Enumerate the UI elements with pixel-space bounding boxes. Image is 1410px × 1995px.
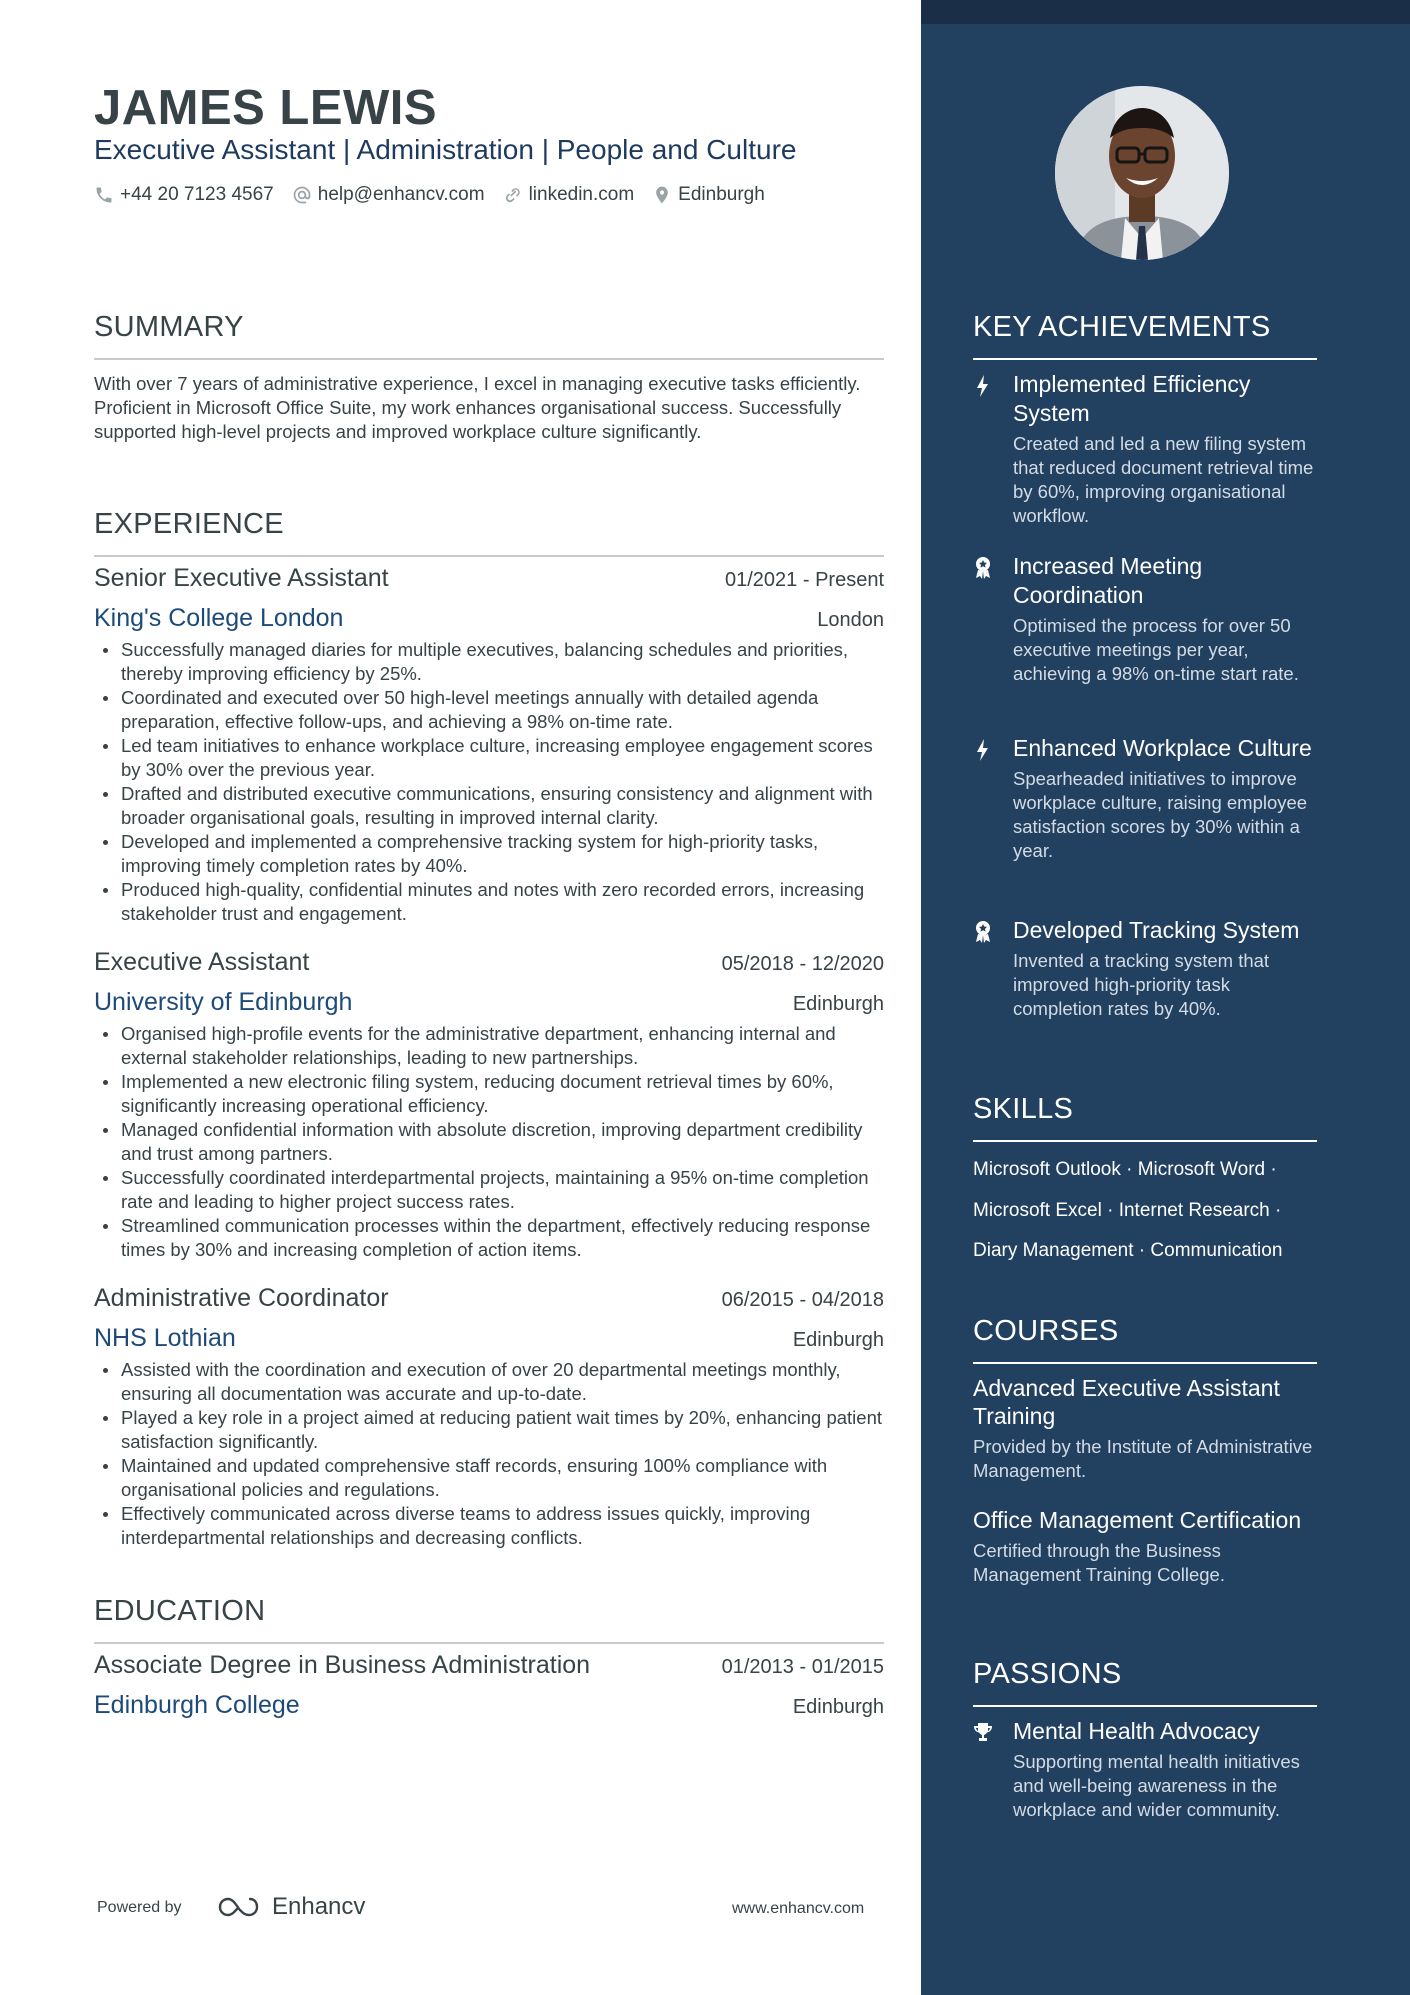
enhancv-logo[interactable]: [216, 1893, 365, 1921]
job-entry: [94, 1284, 884, 1550]
achievement-item: [973, 370, 1323, 528]
passions-divider: [973, 1705, 1317, 1707]
sidebar-top-bar: [921, 0, 1410, 24]
job-bullet: Coordinated and executed over 50 high-level meetings annually with detailed agenda preparation, effective follow-ups, and achieving a 98% on-time rate.: [94, 686, 884, 734]
at-icon: [292, 185, 312, 205]
job-role: Executive Assistant: [94, 948, 310, 976]
skills-list: [973, 1150, 1323, 1272]
candidate-name: JAMES LEWIS: [94, 81, 438, 135]
contact-linkedin[interactable]: [503, 184, 635, 206]
summary-divider: [94, 358, 884, 360]
job-location: Edinburgh: [792, 993, 884, 1015]
course-title: Office Management Certification: [973, 1507, 1302, 1533]
job-bullet: Produced high-quality, confidential minutes and notes with zero recorded errors, increasing stakeholder trust and engagement.: [94, 878, 884, 926]
skills-line: Diary Management · Communication: [973, 1240, 1283, 1261]
course-desc: Certified through the Business Management Training College.: [973, 1540, 1225, 1585]
profile-photo: [1055, 86, 1229, 260]
job-organization: University of Edinburgh: [94, 988, 353, 1016]
education-location: Edinburgh: [792, 1696, 884, 1718]
footer-url[interactable]: www.enhancv.com: [732, 1900, 865, 1917]
linkedin-text: linkedin.com: [528, 184, 635, 205]
location-text: Edinburgh: [678, 184, 765, 205]
education-degree: Associate Degree in Business Administration: [94, 1651, 591, 1679]
course-item: [973, 1506, 1323, 1587]
course-title: Advanced Executive Assistant Training: [973, 1375, 1280, 1429]
experience-heading: EXPERIENCE: [94, 508, 284, 540]
award-icon: [973, 556, 993, 580]
contact-bar: [94, 184, 783, 206]
passion-title: Mental Health Advocacy: [1013, 1718, 1260, 1744]
phone-text: +44 20 7123 4567: [120, 184, 274, 205]
job-role: Administrative Coordinator: [94, 1284, 389, 1312]
job-bullet: Successfully coordinated interdepartmental projects, maintaining a 95% on-time completion rate and leading to higher project success rates.: [94, 1166, 884, 1214]
achievement-item: [973, 552, 1323, 686]
education-heading: EDUCATION: [94, 1595, 266, 1627]
job-bullet: Drafted and distributed executive communications, ensuring consistency and alignment with broader organisational goals, resulting in improved internal clarity.: [94, 782, 884, 830]
job-bullet: Effectively communicated across diverse teams to address issues quickly, improving interdepartmental relationships and decreasing conflicts.: [94, 1502, 884, 1550]
candidate-title: Executive Assistant | Administration | People and Culture: [94, 134, 797, 165]
job-bullet: Led team initiatives to enhance workplace culture, increasing employee engagement scores by 30% over the previous year.: [94, 734, 884, 782]
education-entry: [94, 1651, 884, 1723]
courses-divider: [973, 1362, 1317, 1364]
job-dates: 05/2018 - 12/2020: [721, 953, 884, 975]
job-bullets: [94, 1022, 884, 1262]
award-icon: [973, 920, 993, 944]
education-school: Edinburgh College: [94, 1691, 300, 1719]
enhancv-logo-icon: [216, 1894, 264, 1920]
job-bullet: Played a key role in a project aimed at reducing patient wait times by 20%, enhancing patient satisfaction significantly.: [94, 1406, 884, 1454]
education-divider: [94, 1642, 884, 1644]
passion-desc: Supporting mental health initiatives and well-being awareness in the workplace and wider community.: [1013, 1751, 1300, 1820]
achievement-desc: Invented a tracking system that improved high-priority task completion rates by 40%.: [1013, 950, 1270, 1019]
job-bullet: Organised high-profile events for the administrative department, enhancing internal and external stakeholder relationships, leading to new partnerships.: [94, 1022, 884, 1070]
job-location: London: [817, 609, 884, 631]
passion-item: [973, 1717, 1323, 1822]
achievements-heading: KEY ACHIEVEMENTS: [973, 311, 1271, 343]
job-bullet: Developed and implemented a comprehensive tracking system for high-priority tasks, improving timely completion rates by 40%.: [94, 830, 884, 878]
job-location: Edinburgh: [792, 1329, 884, 1351]
education-dates: 01/2013 - 01/2015: [721, 1656, 884, 1678]
job-bullet: Successfully managed diaries for multiple executives, balancing schedules and priorities, thereby improving efficiency by 25%.: [94, 638, 884, 686]
location-pin-icon: [652, 185, 672, 205]
trophy-icon: [973, 1721, 993, 1745]
job-bullets: [94, 1358, 884, 1550]
job-organization: King's College London: [94, 604, 344, 632]
courses-heading: COURSES: [973, 1315, 1119, 1347]
course-item: [973, 1374, 1323, 1483]
avatar: [1055, 86, 1229, 260]
link-icon: [503, 185, 523, 205]
job-bullet: Managed confidential information with absolute discretion, improving department credibility and trust among partners.: [94, 1118, 884, 1166]
summary-heading: SUMMARY: [94, 311, 244, 343]
contact-location: [652, 184, 765, 206]
achievement-title: Implemented Efficiency System: [1013, 371, 1251, 426]
achievement-title: Increased Meeting Coordination: [1013, 553, 1203, 608]
experience-divider: [94, 555, 884, 557]
skills-line: Microsoft Excel · Internet Research ·: [973, 1199, 1282, 1221]
job-entry: [94, 948, 884, 1262]
skills-heading: SKILLS: [973, 1093, 1074, 1125]
achievement-item: [973, 916, 1323, 1021]
phone-icon: [94, 185, 114, 205]
achievement-item: [973, 734, 1323, 863]
bolt-icon: [973, 738, 993, 762]
sidebar: [921, 0, 1410, 1995]
job-bullet: Assisted with the coordination and execution of over 20 departmental meetings monthly, ensuring all documentation was accurate and up-to-date.: [94, 1358, 884, 1406]
job-bullets: [94, 638, 884, 926]
achievement-desc: Optimised the process for over 50 executive meetings per year, achieving a 98% on-time start rate.: [1013, 615, 1299, 684]
contact-email[interactable]: [292, 184, 485, 206]
course-desc: Provided by the Institute of Administrative Management.: [973, 1436, 1313, 1481]
achievements-divider: [973, 358, 1317, 360]
skills-divider: [973, 1140, 1317, 1142]
summary-text: With over 7 years of administrative experience, I excel in managing executive tasks efficiently. Proficient in Microsoft Office Suite, my work enhances organisational success. Successfully supported high-level projects and improved workplace culture significantly.: [94, 373, 861, 442]
achievement-desc: Created and led a new filing system that reduced document retrieval time by 60%, improving organisational workflow.: [1013, 433, 1314, 526]
achievement-title: Developed Tracking System: [1013, 917, 1300, 943]
job-dates: 01/2021 - Present: [725, 569, 884, 591]
footer-brand: Enhancv: [272, 1893, 366, 1920]
achievement-title: Enhanced Workplace Culture: [1013, 735, 1312, 761]
email-text: help@enhancv.com: [317, 184, 485, 205]
job-bullet: Maintained and updated comprehensive staff records, ensuring 100% compliance with organisational policies and regulations.: [94, 1454, 884, 1502]
job-entry: [94, 564, 884, 926]
job-organization: NHS Lothian: [94, 1324, 236, 1352]
footer-powered-by: Powered by: [97, 1899, 182, 1916]
passions-heading: PASSIONS: [973, 1658, 1122, 1690]
job-bullet: Streamlined communication processes within the department, effectively reducing response times by 30% and increasing completion of action items.: [94, 1214, 884, 1262]
contact-phone[interactable]: [94, 184, 274, 206]
skills-line: Microsoft Outlook · Microsoft Word ·: [973, 1159, 1277, 1180]
achievement-desc: Spearheaded initiatives to improve workplace culture, raising employee satisfaction scores by 30% within a year.: [1013, 768, 1308, 861]
job-dates: 06/2015 - 04/2018: [721, 1289, 884, 1311]
bolt-icon: [973, 374, 993, 398]
job-bullet: Implemented a new electronic filing system, reducing document retrieval times by 60%, significantly increasing operational efficiency.: [94, 1070, 884, 1118]
job-role: Senior Executive Assistant: [94, 564, 389, 592]
